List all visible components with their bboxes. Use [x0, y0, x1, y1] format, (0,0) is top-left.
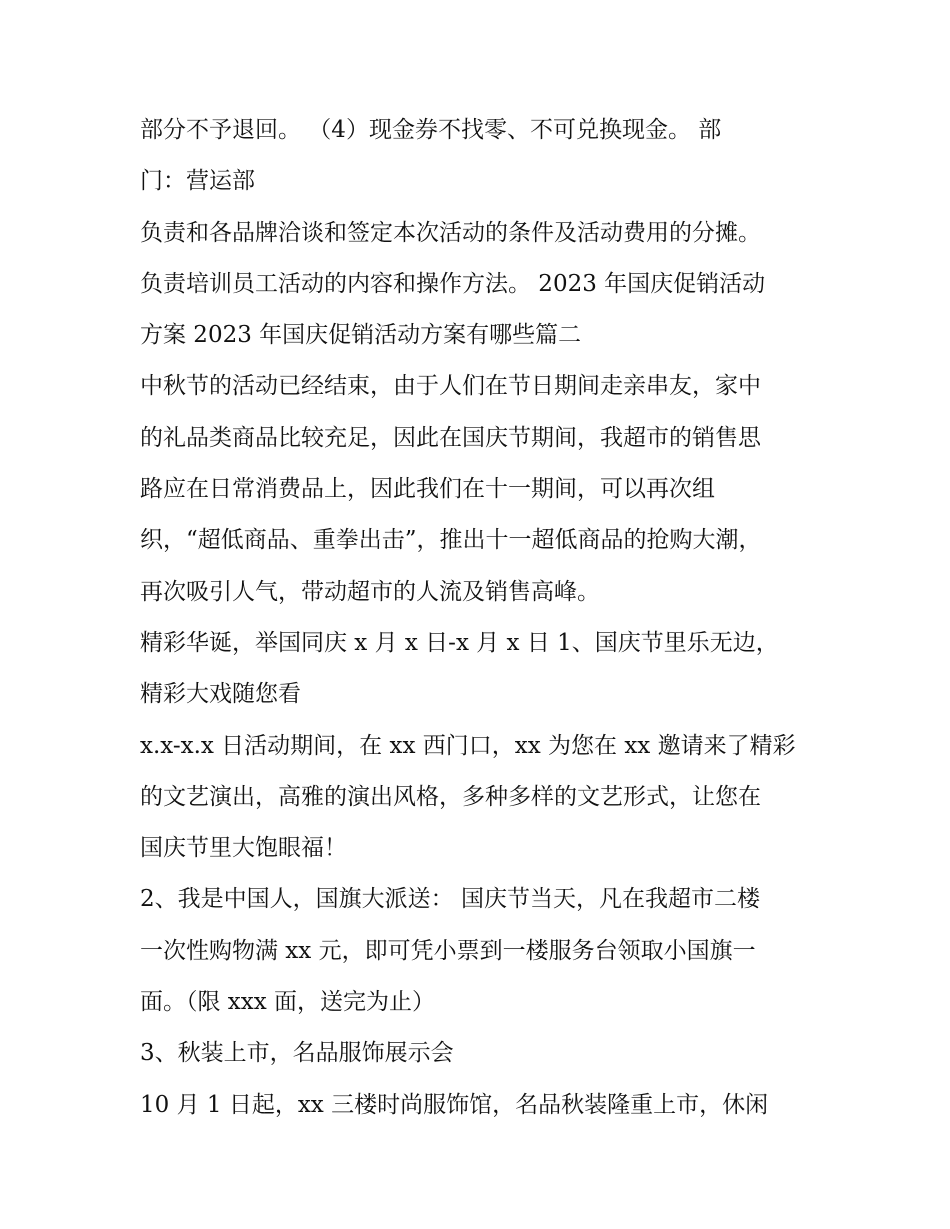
text-line: 路应在日常消费品上，因此我们在十一期间，可以再次组: [140, 476, 715, 503]
text-line: 门：营运部: [140, 168, 255, 195]
text-line: 负责和各品牌洽谈和签定本次活动的条件及活动费用的分摊。: [140, 219, 761, 246]
text-line: 2、我是中国人，国旗大派送： 国庆节当天，凡在我超市二楼: [140, 886, 760, 913]
document-body: [140, 110, 830, 1136]
text-line: 部分不予退回。 （4）现金券不找零、不可兑换现金。 部: [140, 117, 722, 143]
text-line: 精彩华诞，举国同庆 x 月 x 日-x 月 x 日 1、国庆节里乐无边，: [140, 629, 779, 656]
text-line: 3、秋装上市，名品服饰展示会: [140, 1040, 454, 1067]
text-line: x.x-x.x 日活动期间，在 xx 西门口，xx 为您在 xx 邀请来了精彩: [140, 732, 796, 759]
text-line: 负责培训员工活动的内容和操作方法。 2023 年国庆促销活动: [140, 270, 766, 297]
text-line: 方案 2023 年国庆促销活动方案有哪些篇二: [140, 322, 582, 349]
text-line: 织，“超低商品、重拳出击”，推出十一超低商品的抢购大潮，: [140, 527, 762, 554]
text-line: 的文艺演出，高雅的演出风格，多种多样的文艺形式，让您在: [140, 783, 761, 810]
text-line: 10 月 1 日起，xx 三楼时尚服饰馆，名品秋装隆重上市，休闲: [140, 1091, 769, 1118]
text-line: 面。（限 xxx 面，送完为止）: [140, 989, 436, 1016]
text-line: 中秋节的活动已经结束，由于人们在节日期间走亲串友，家中: [140, 373, 761, 400]
text-line: 的礼品类商品比较充足，因此在国庆节期间，我超市的销售思: [140, 424, 761, 451]
text-line: 一次性购物满 xx 元，即可凭小票到一楼服务台领取小国旗一: [140, 937, 756, 964]
text-line: 精彩大戏随您看: [140, 681, 301, 708]
text-line: 国庆节里大饱眼福！: [140, 835, 347, 862]
text-line: 再次吸引人气，带动超市的人流及销售高峰。: [140, 578, 600, 605]
